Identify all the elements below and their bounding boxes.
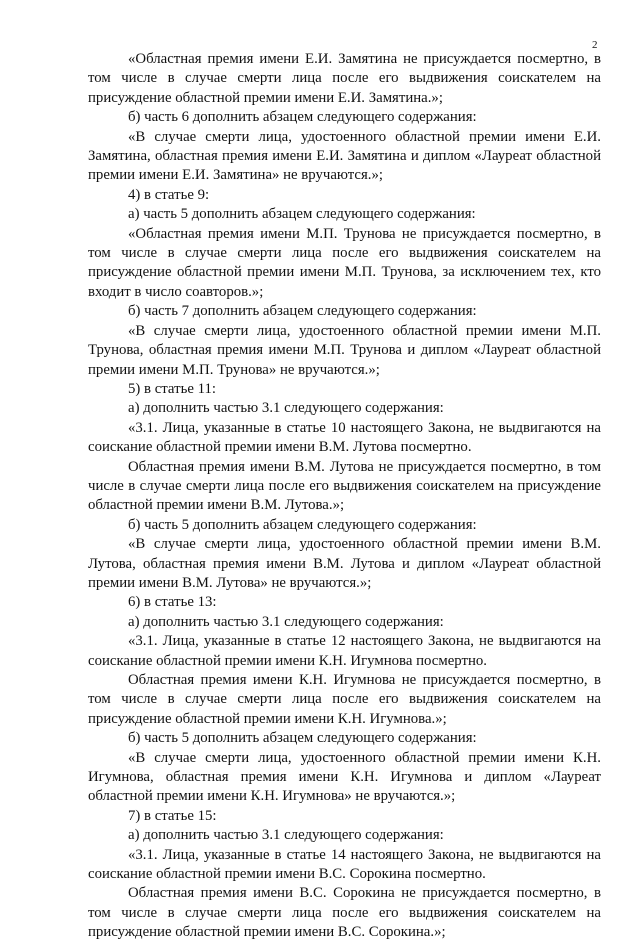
paragraph-zamyatin-award-rule: «Областная премия имени Е.И. Замятина не присуждается посмертно, в том числе в случае смерти лица после его выдвижения соискателем на присуждение областной премии имени Е.И. Замятина.»; xyxy=(88,51,601,106)
paragraph-trunov-diploma-rule: «В случае смерти лица, удостоенного областной премии имени М.П. Трунова, областная премия имени М.П. Трунова и диплом «Лауреат областной премии имени М.П. Трунова» не вручаются.»; xyxy=(88,322,601,378)
paragraph-part-6-amendment: б) часть 6 дополнить абзацем следующего содержания: xyxy=(128,109,477,126)
document-body xyxy=(88,50,601,943)
paragraph-add-part-3-1-article-13: а) дополнить частью 3.1 следующего содержания: xyxy=(128,613,444,630)
paragraph-lutov-nomination-rule: «3.1. Лица, указанные в статье 10 настоящего Закона, не выдвигаются на соискание областной премии имени В.М. Лутова посмертно. xyxy=(88,419,601,456)
paragraph-article-9: 4) в статье 9: xyxy=(128,186,210,203)
page-number: 2 xyxy=(592,39,598,51)
paragraph-sorokin-nomination-rule: «3.1. Лица, указанные в статье 14 настоящего Закона, не выдвигаются на соискание областной премии имени В.С. Сорокина посмертно. xyxy=(88,846,601,883)
paragraph-lutov-diploma-rule: «В случае смерти лица, удостоенного областной премии имени В.М. Лутова, областная премия имени В.М. Лутова и диплом «Лауреат областной премии имени В.М. Лутова» не вручаются.»; xyxy=(88,536,601,591)
paragraph-part-5-amendment-article-11: б) часть 5 дополнить абзацем следующего содержания: xyxy=(128,516,477,533)
paragraph-part-5-amendment: а) часть 5 дополнить абзацем следующего содержания: xyxy=(128,206,476,223)
paragraph-lutov-award-rule: Областная премия имени В.М. Лутова не присуждается посмертно, в том числе в случае смерти лица после его выдвижения соискателем на присуждение областной премии имени В.М. Лутова.»; xyxy=(88,458,601,514)
paragraph-article-11: 5) в статье 11: xyxy=(128,380,216,397)
paragraph-trunov-award-rule: «Областная премия имени М.П. Трунова не присуждается посмертно, в том числе в случае смерти лица после его выдвижения соискателем на присуждение областной премии имени М.П. Трунова, за исключением тех, кто входит в число соавторов.»; xyxy=(88,225,601,300)
paragraph-article-13: 6) в статье 13: xyxy=(128,594,217,611)
paragraph-add-part-3-1-article-15: а) дополнить частью 3.1 следующего содержания: xyxy=(128,827,444,844)
paragraph-article-15: 7) в статье 15: xyxy=(128,807,217,824)
paragraph-part-5-amendment-article-13: б) часть 5 дополнить абзацем следующего содержания: xyxy=(128,730,477,747)
paragraph-add-part-3-1-article-11: а) дополнить частью 3.1 следующего содержания: xyxy=(128,400,444,417)
paragraph-igumnov-diploma-rule: «В случае смерти лица, удостоенного областной премии имени К.Н. Игумнова, областная премия имени К.Н. Игумнова и диплом «Лауреат областной премии имени К.Н. Игумнова» не вручаются.»; xyxy=(88,749,601,805)
paragraph-part-7-amendment: б) часть 7 дополнить абзацем следующего содержания: xyxy=(128,303,477,320)
paragraph-zamyatin-diploma-rule: «В случае смерти лица, удостоенного областной премии имени Е.И. Замятина, областная премия имени Е.И. Замятина и диплом «Лауреат областной премии имени Е.И. Замятина» не вручаются.»; xyxy=(88,128,601,184)
paragraph-igumnov-nomination-rule: «3.1. Лица, указанные в статье 12 настоящего Закона, не выдвигаются на соискание областной премии имени К.Н. Игумнова посмертно. xyxy=(88,633,601,669)
paragraph-igumnov-award-rule: Областная премия имени К.Н. Игумнова не присуждается посмертно, в том числе в случае смерти лица после его выдвижения соискателем на присуждение областной премии имени К.Н. Игумнова.»; xyxy=(88,672,601,727)
paragraph-sorokin-award-rule: Областная премия имени В.С. Сорокина не присуждается посмертно, в том числе в случае смерти лица после его выдвижения соискателем на присуждение областной премии имени В.С. Сорокина.»; xyxy=(88,885,601,941)
